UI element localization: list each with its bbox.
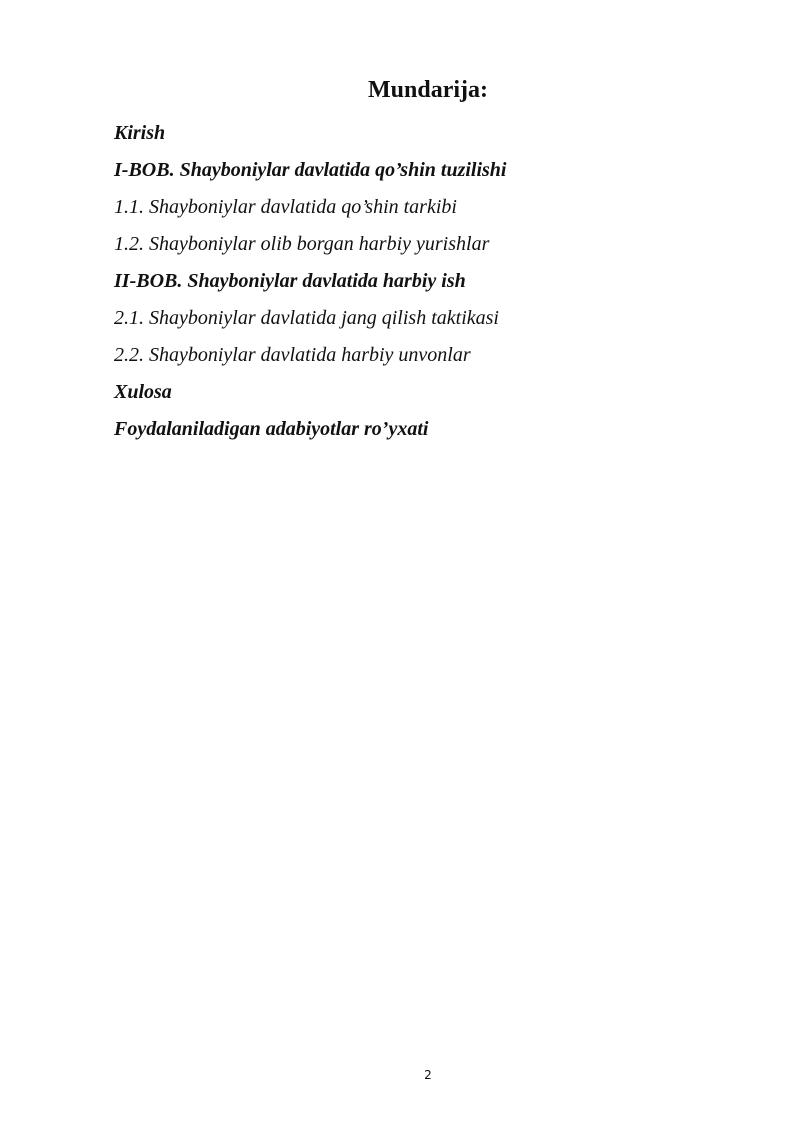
table-of-contents: [114, 115, 714, 448]
toc-item-section-2-2: 2.2. Shayboniylar davlatida harbiy unvonlar: [114, 344, 471, 366]
toc-item-section-1-2: 1.2. Shayboniylar olib borgan harbiy yurishlar: [114, 233, 490, 255]
toc-item-introduction: Kirish: [114, 122, 166, 144]
toc-item-chapter-1: I-BOB. Shayboniylar davlatida qo’shin tuzilishi: [114, 159, 507, 181]
toc-item-conclusion: Xulosa: [114, 381, 172, 403]
page-title: Mundarija:: [368, 77, 488, 103]
toc-item-section-2-1: 2.1. Shayboniylar davlatida jang qilish taktikasi: [114, 307, 499, 329]
toc-item-chapter-2: II-BOB. Shayboniylar davlatida harbiy ish: [114, 270, 466, 292]
toc-item-references: Foydalaniladigan adabiyotlar ro’yxati: [114, 418, 429, 440]
page-number: 2: [424, 1068, 432, 1082]
toc-item-section-1-1: 1.1. Shayboniylar davlatida qo’shin tarkibi: [114, 196, 457, 218]
